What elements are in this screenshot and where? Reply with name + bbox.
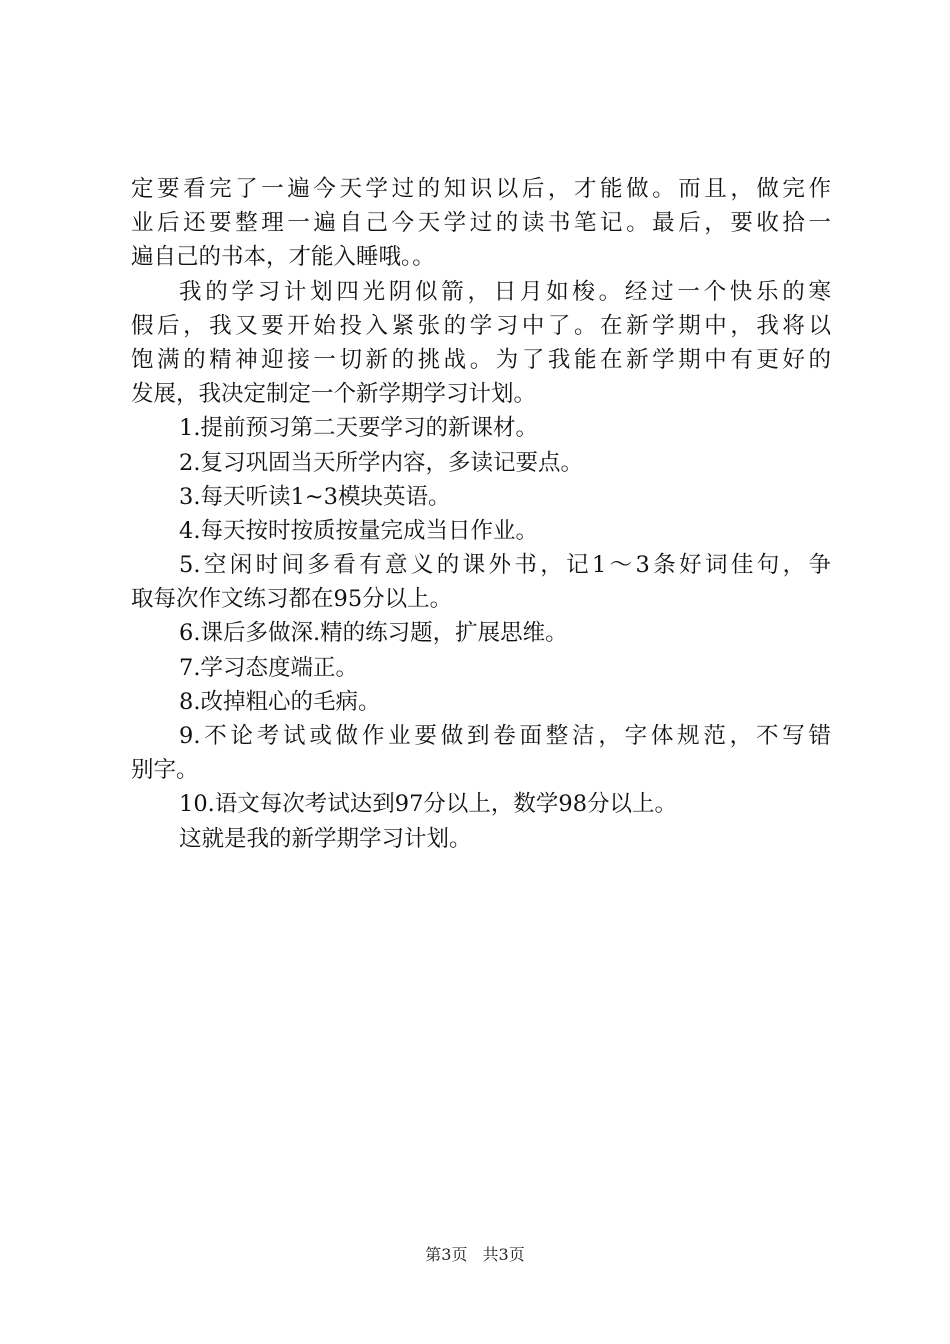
list-item: 1.提前预习第二天要学习的新课材。 bbox=[179, 415, 538, 442]
list-item: 2.复习巩固当天所学内容，多读记要点。 bbox=[179, 449, 583, 476]
page-total: 共3页 bbox=[482, 1245, 525, 1264]
list-item: 8.改掉粗心的毛病。 bbox=[179, 688, 381, 715]
text-line: 定要看完了一遍今天学过的知识以后，才能做。而且，做完作 bbox=[131, 176, 831, 202]
list-item: 4.每天按时按质按量完成当日作业。 bbox=[179, 517, 538, 544]
text-line: 业后还要整理一遍自己今天学过的读书笔记。最后，要收拾一 bbox=[131, 210, 831, 237]
text-line: 假后，我又要开始投入紧张的学习中了。在新学期中，我将以 bbox=[131, 312, 831, 339]
text-line: 饱满的精神迎接一切新的挑战。为了我能在新学期中有更好的 bbox=[131, 346, 831, 373]
text-line: 发展，我决定制定一个新学期学习计划。 bbox=[131, 381, 537, 408]
list-item: 5.空闲时间多看有意义的课外书，记1～3条好词佳句，争 bbox=[179, 552, 831, 579]
closing-line: 这就是我的新学期学习计划。 bbox=[179, 825, 472, 852]
page-number: 第3页 bbox=[425, 1245, 468, 1264]
list-item: 10.语文每次考试达到97分以上，数学98分以上。 bbox=[179, 791, 678, 818]
text-line: 别字。 bbox=[131, 757, 199, 784]
text-line: 取每次作文练习都在95分以上。 bbox=[131, 586, 453, 613]
document-body bbox=[131, 172, 831, 856]
text-line: 遍自己的书本，才能入睡哦。。 bbox=[131, 244, 435, 271]
list-item: 9.不论考试或做作业要做到卷面整洁，字体规范，不写错 bbox=[179, 723, 831, 749]
list-item: 6.课后多做深.精的练习题，扩展思维。 bbox=[179, 620, 568, 647]
list-item: 3.每天听读1~3模块英语。 bbox=[179, 483, 451, 510]
paragraph-first-line: 我的学习计划四光阴似箭，日月如梭。经过一个快乐的寒 bbox=[179, 278, 831, 305]
page-footer bbox=[0, 1245, 950, 1265]
list-item: 7.学习态度端正。 bbox=[179, 654, 358, 681]
